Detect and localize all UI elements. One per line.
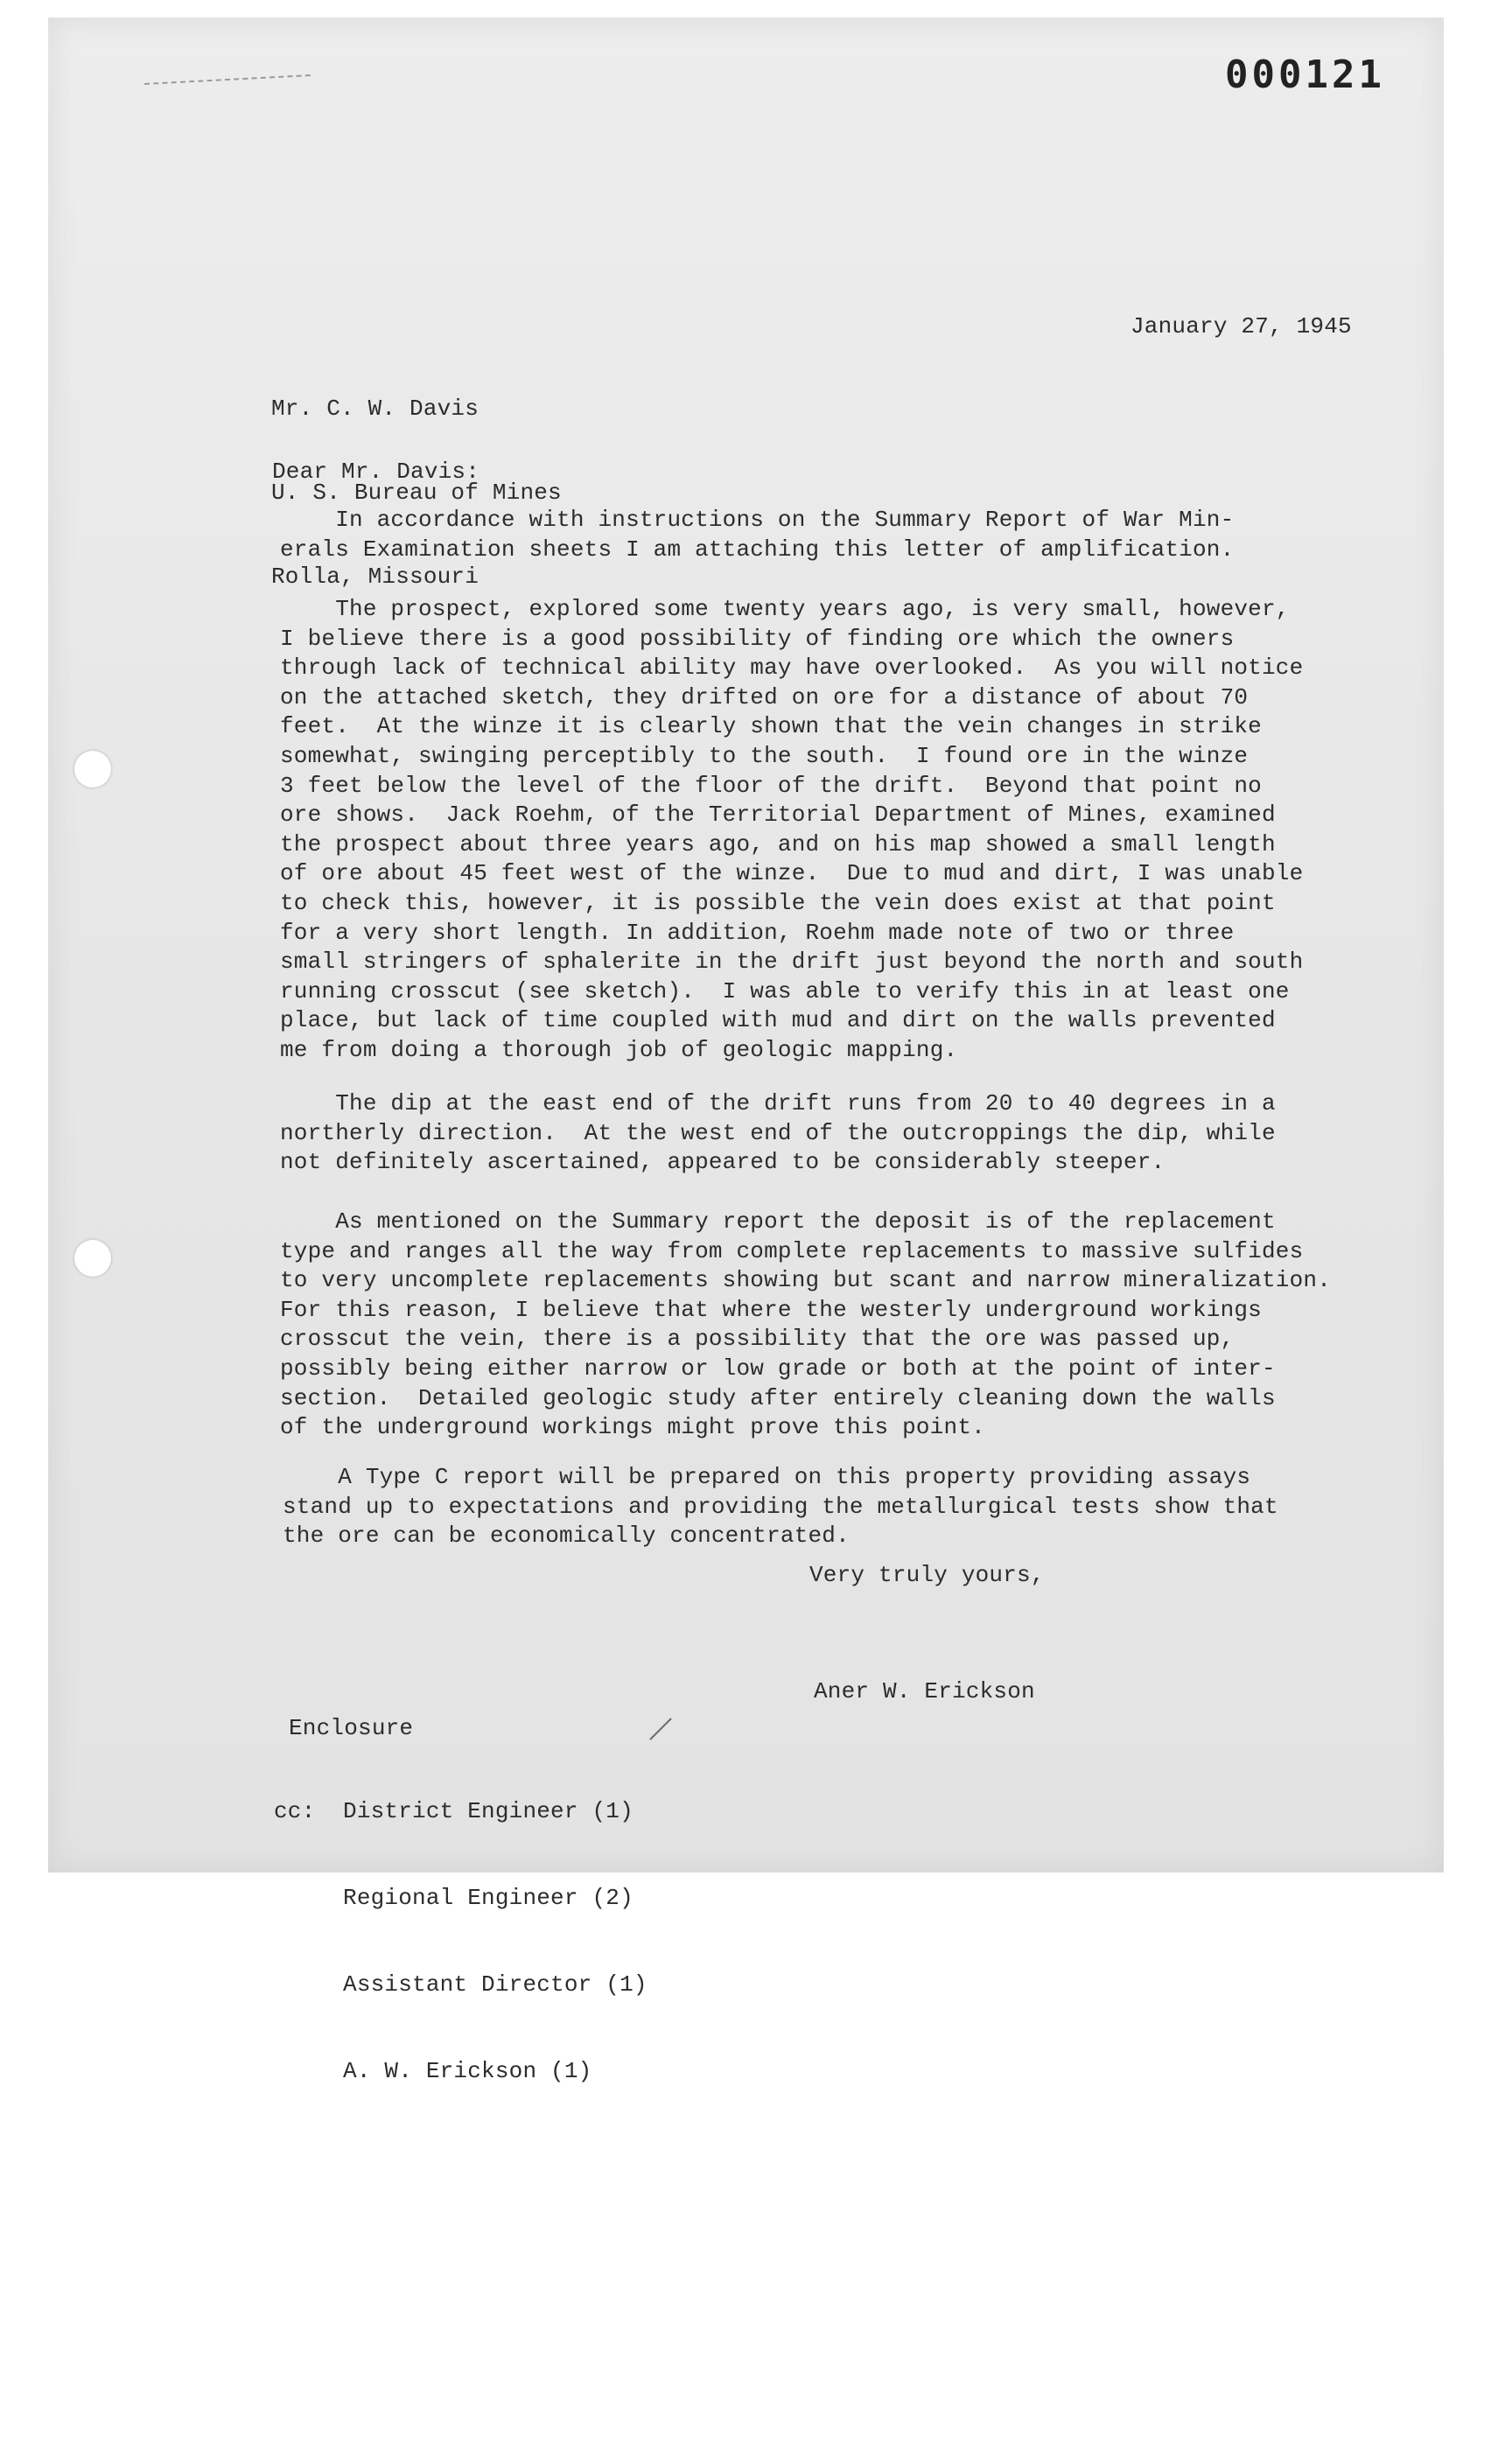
check-mark-icon bbox=[649, 1718, 671, 1740]
cc-item: Assistant Director (1) bbox=[274, 1971, 648, 1998]
cc-item: A. W. Erickson (1) bbox=[274, 2058, 592, 2084]
cc-item: Regional Engineer (2) bbox=[274, 1885, 634, 1911]
cc-list bbox=[274, 1740, 648, 2144]
signature-name: Aner W. Erickson bbox=[814, 1678, 1035, 1704]
paragraph-2: The prospect, explored some twenty years ago, is very small, however, I believe there is a good possibility of finding ore which the owners through lack of technical ability may have overlooked. As you will notice on the attached sketch, they drifted on ore for a distance of about 70 feet. At the winze it is clearly shown that the vein changes in strike somewhat, swinging perceptibly to the south. I found ore in the winze 3 feet below the level of the floor of the drift. Beyond that point no ore shows. Jack Roehm, of the Territorial Department of Mines, examined the prospect about three years ago, and on his map showed a small length of ore about 45 feet west of the winze. Due to mud and dirt, I was unable to check this, however, it is possible the vein does exist at that point for a very short length. In addition, Roehm made note of two or three small stringers of sphalerite in the drift just beyond the north and south running crosscut (see sketch). I was able to verify this in at least one place, but lack of time coupled with mud and dirt on the walls prevented me from doing a thorough job of geologic mapping. bbox=[280, 596, 1304, 1063]
cc-item: cc: District Engineer (1) bbox=[274, 1798, 634, 1824]
document-number: 000121 bbox=[1225, 52, 1385, 97]
punch-hole-icon bbox=[74, 1240, 111, 1277]
recipient-name: Mr. C. W. Davis bbox=[271, 396, 480, 422]
letter-page bbox=[48, 18, 1444, 2084]
paragraph-5: A Type C report will be prepared on this property providing assays stand up to expectations and providing the metallurgical tests show that the ore can be economically concentrated. bbox=[283, 1464, 1278, 1550]
paragraph-4: As mentioned on the Summary report the deposit is of the replacement type and ranges all the way from complete replacements to massive sulfides to very uncomplete replacements showing but scant and narrow mineralization. For this reason, I believe that where the westerly underground workings crosscut the vein, there is a possibility that the ore was passed up, possibly being either narrow or low grade or both at the point of inter- section. Detailed geologic study after entirely cleaning down the walls of the underground workings might prove this point. bbox=[280, 1208, 1331, 1441]
salutation: Dear Mr. Davis: bbox=[272, 458, 480, 485]
letter-date: January 27, 1945 bbox=[1130, 313, 1352, 340]
paragraph-1: In accordance with instructions on the Summary Report of War Min- erals Examination sheets I am attaching this letter of amplification. bbox=[280, 507, 1235, 563]
recipient-organization: U. S. Bureau of Mines bbox=[271, 480, 562, 506]
enclosure-note: Enclosure bbox=[289, 1715, 414, 1741]
recipient-city: Rolla, Missouri bbox=[271, 564, 480, 590]
pencil-mark bbox=[144, 74, 311, 87]
closing: Very truly yours, bbox=[809, 1562, 1045, 1588]
paragraph-3: The dip at the east end of the drift runs from 20 to 40 degrees in a northerly direction. At the west end of the outcroppings the dip, while not definitely ascertained, appeared to be considerably steeper. bbox=[280, 1090, 1276, 1176]
punch-hole-icon bbox=[74, 751, 111, 788]
